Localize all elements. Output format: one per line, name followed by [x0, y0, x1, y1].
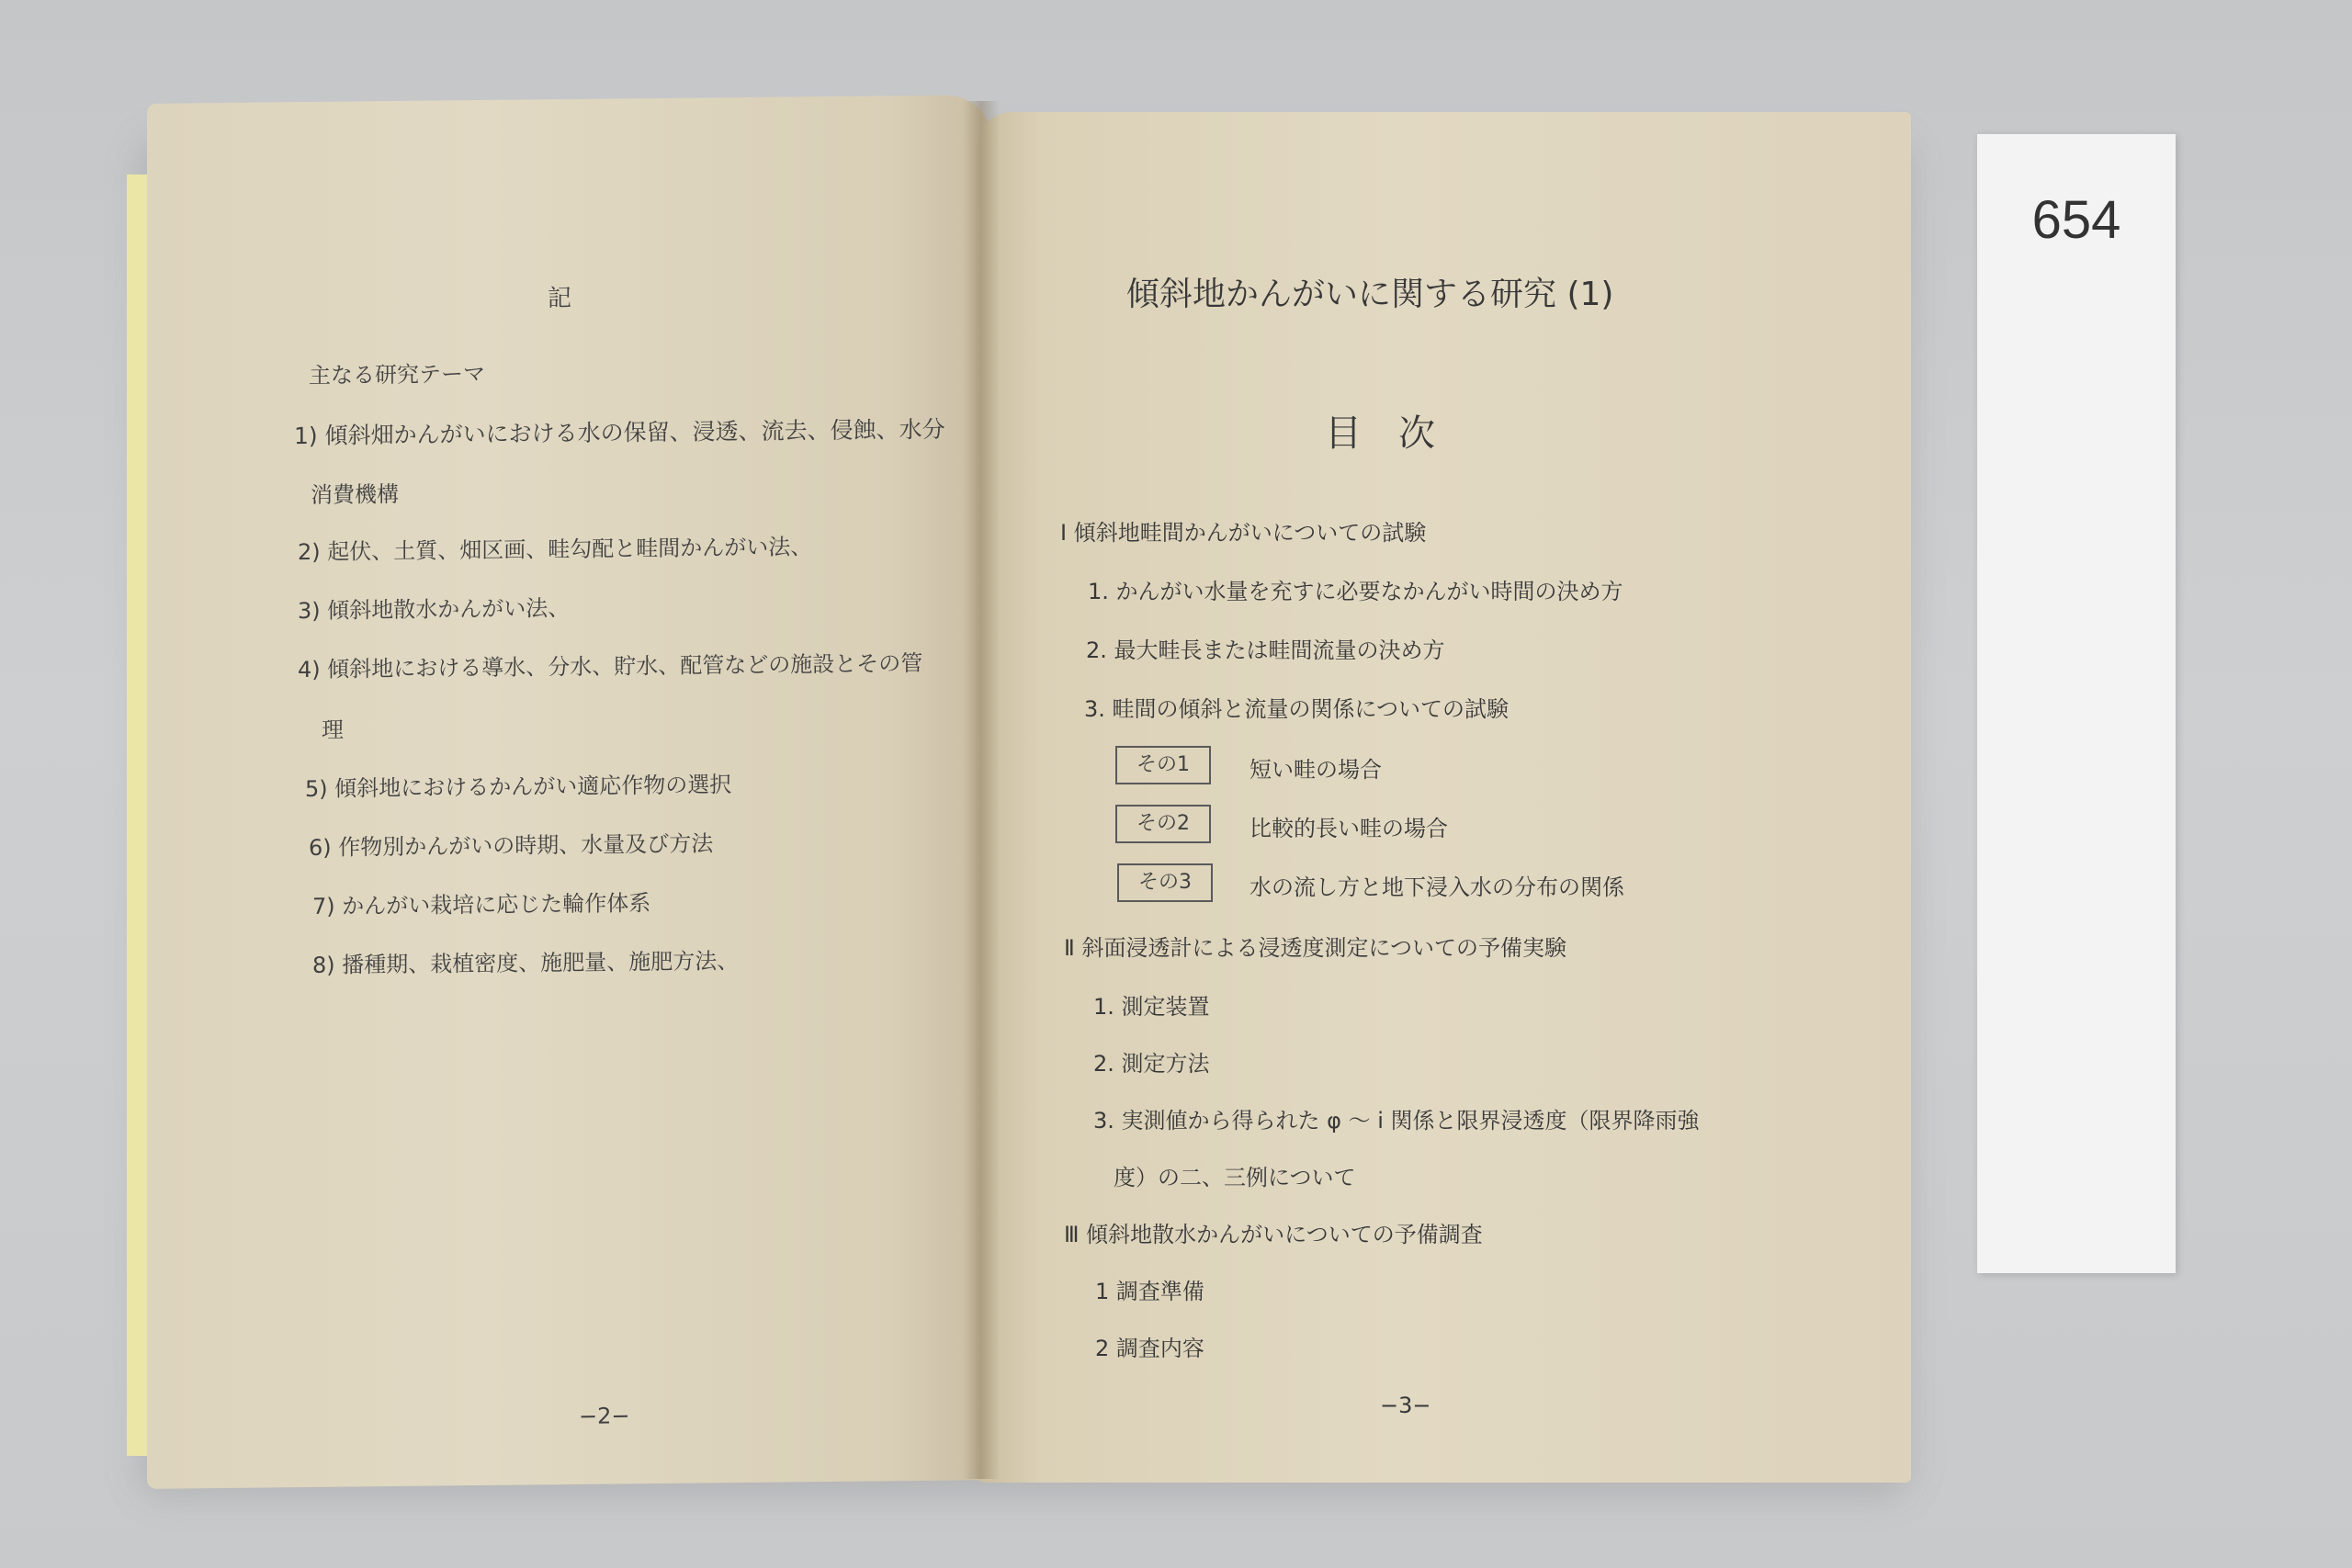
catalog-tag [1977, 134, 2176, 1273]
left-line-8: 6) 作物別かんがいの時期、水量及び方法 [309, 830, 714, 861]
left-line-5: 4) 傾斜地における導水、分水、貯水、配管などの施設とその管 [298, 649, 923, 683]
left-page-number: −2− [579, 1403, 630, 1429]
left-line-4: 3) 傾斜地散水かんがい法、 [298, 594, 571, 625]
toc-item-2-3-cont: 度）の二、三例について [1114, 1165, 1356, 1190]
toc-item-3-1: 1 調査準備 [1095, 1279, 1204, 1304]
toc-box-text-3: 水の流し方と地下浸入水の分布の関係 [1250, 874, 1624, 900]
book-gutter [963, 101, 1000, 1479]
left-subheading: 主なる研究テーマ [309, 360, 485, 389]
left-line-3: 2) 起伏、土質、畑区画、畦勾配と畦間かんがい法、 [298, 534, 813, 566]
toc-section-1: Ⅰ 傾斜地畦間かんがいについての試験 [1060, 520, 1427, 546]
toc-section-2: Ⅱ 斜面浸透計による浸透度測定についての予備実験 [1064, 935, 1566, 961]
right-page [976, 112, 1911, 1483]
toc-item-1-2: 2. 最大畦長または畦間流量の決め方 [1086, 637, 1445, 663]
left-line-9: 7) かんがい栽培に応じた輪作体系 [312, 890, 651, 919]
toc-box-tag-3: その3 [1117, 863, 1213, 902]
toc-section-3: Ⅲ 傾斜地散水かんがいについての予備調査 [1064, 1222, 1483, 1247]
right-title: 傾斜地かんがいに関する研究 (1) [1126, 276, 1614, 313]
toc-box-tag-1: その1 [1115, 746, 1211, 784]
left-page [147, 95, 992, 1489]
toc-heading: 目 次 [1325, 412, 1435, 455]
toc-item-2-3: 3. 実測値から得られた φ 〜 i 関係と限界浸透度（限界降雨強 [1093, 1108, 1700, 1134]
left-line-1: 1) 傾斜畑かんがいにおける水の保留、浸透、流去、侵蝕、水分 [294, 415, 945, 450]
catalog-tag-number: 654 [2031, 190, 2121, 250]
toc-box-text-2: 比較的長い畦の場合 [1250, 816, 1448, 841]
toc-item-2-1: 1. 測定装置 [1093, 994, 1210, 1020]
left-line-10: 8) 播種期、栽植密度、施肥量、施肥方法、 [312, 948, 740, 978]
toc-item-1-3: 3. 畦間の傾斜と流量の関係についての試験 [1084, 696, 1510, 722]
toc-item-1-1: 1. かんがい水量を充すに必要なかんがい時間の決め方 [1088, 579, 1623, 604]
right-page-number: −3− [1380, 1393, 1431, 1418]
left-line-6: 理 [322, 716, 344, 743]
toc-item-2-2: 2. 測定方法 [1093, 1051, 1210, 1077]
left-heading: 記 [548, 284, 572, 313]
toc-box-text-1: 短い畦の場合 [1250, 757, 1382, 783]
toc-item-3-2: 2 調査内容 [1095, 1336, 1204, 1361]
toc-box-tag-2: その2 [1115, 805, 1211, 843]
left-line-2: 消費機構 [311, 480, 399, 508]
left-line-7: 5) 傾斜地におけるかんがい適応作物の選択 [305, 772, 732, 803]
